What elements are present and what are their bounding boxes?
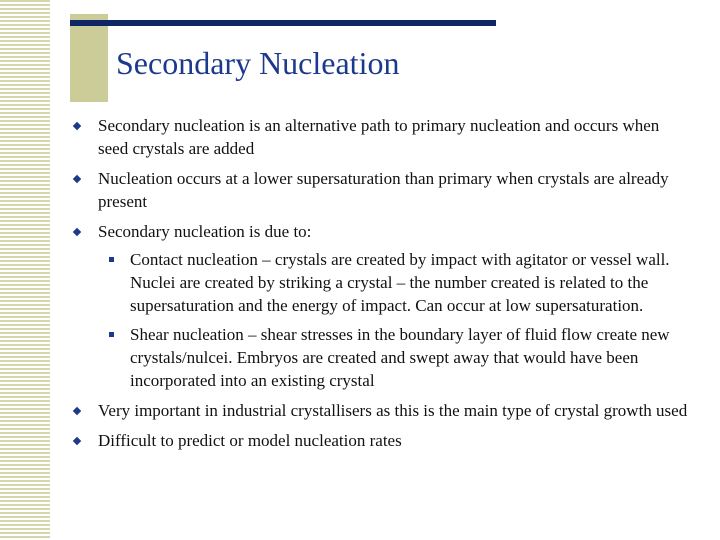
diamond-bullet-icon: [73, 437, 81, 445]
diamond-bullet-icon: [73, 175, 81, 183]
bullet-item: [72, 114, 688, 160]
bullet-text: Nucleation occurs at a lower supersaturation than primary when crystals are already present: [98, 169, 669, 211]
diamond-bullet-icon: [73, 228, 81, 236]
decorative-stripes: [0, 0, 50, 540]
bullet-list: [72, 114, 688, 452]
sub-bullet-item: [98, 248, 688, 317]
bullet-item: [72, 399, 688, 422]
sub-bullet-item: [98, 323, 688, 392]
bullet-text: Secondary nucleation is an alternative path to primary nucleation and occurs when seed crystals are added: [98, 116, 660, 158]
bullet-text: Very important in industrial crystallisers as this is the main type of crystal growth used: [98, 401, 688, 420]
title-rule: [70, 20, 496, 26]
sub-bullet-text: Shear nucleation – shear stresses in the boundary layer of fluid flow create new crystals/nulcei. Embryos are created and swept away that would have been incorporated into an existing crystal: [130, 325, 670, 390]
sub-bullet-list: [98, 248, 688, 392]
slide-title: Secondary Nucleation: [116, 45, 400, 81]
bullet-item: [72, 167, 688, 213]
square-bullet-icon: [109, 332, 114, 337]
slide-body: [72, 114, 688, 459]
square-bullet-icon: [109, 257, 114, 262]
title-accent-block: [70, 14, 108, 102]
diamond-bullet-icon: [73, 122, 81, 130]
bullet-text: Difficult to predict or model nucleation rates: [98, 431, 402, 450]
bullet-item: [72, 220, 688, 392]
bullet-item: [72, 429, 688, 452]
sub-bullet-text: Contact nucleation – crystals are created by impact with agitator or vessel wall. Nuclei are created by striking a crystal – the number created is related to the supersaturation and the energy of impact. Can occur at low supersaturation.: [130, 250, 670, 315]
diamond-bullet-icon: [73, 407, 81, 415]
bullet-text: Secondary nucleation is due to:: [98, 222, 312, 241]
